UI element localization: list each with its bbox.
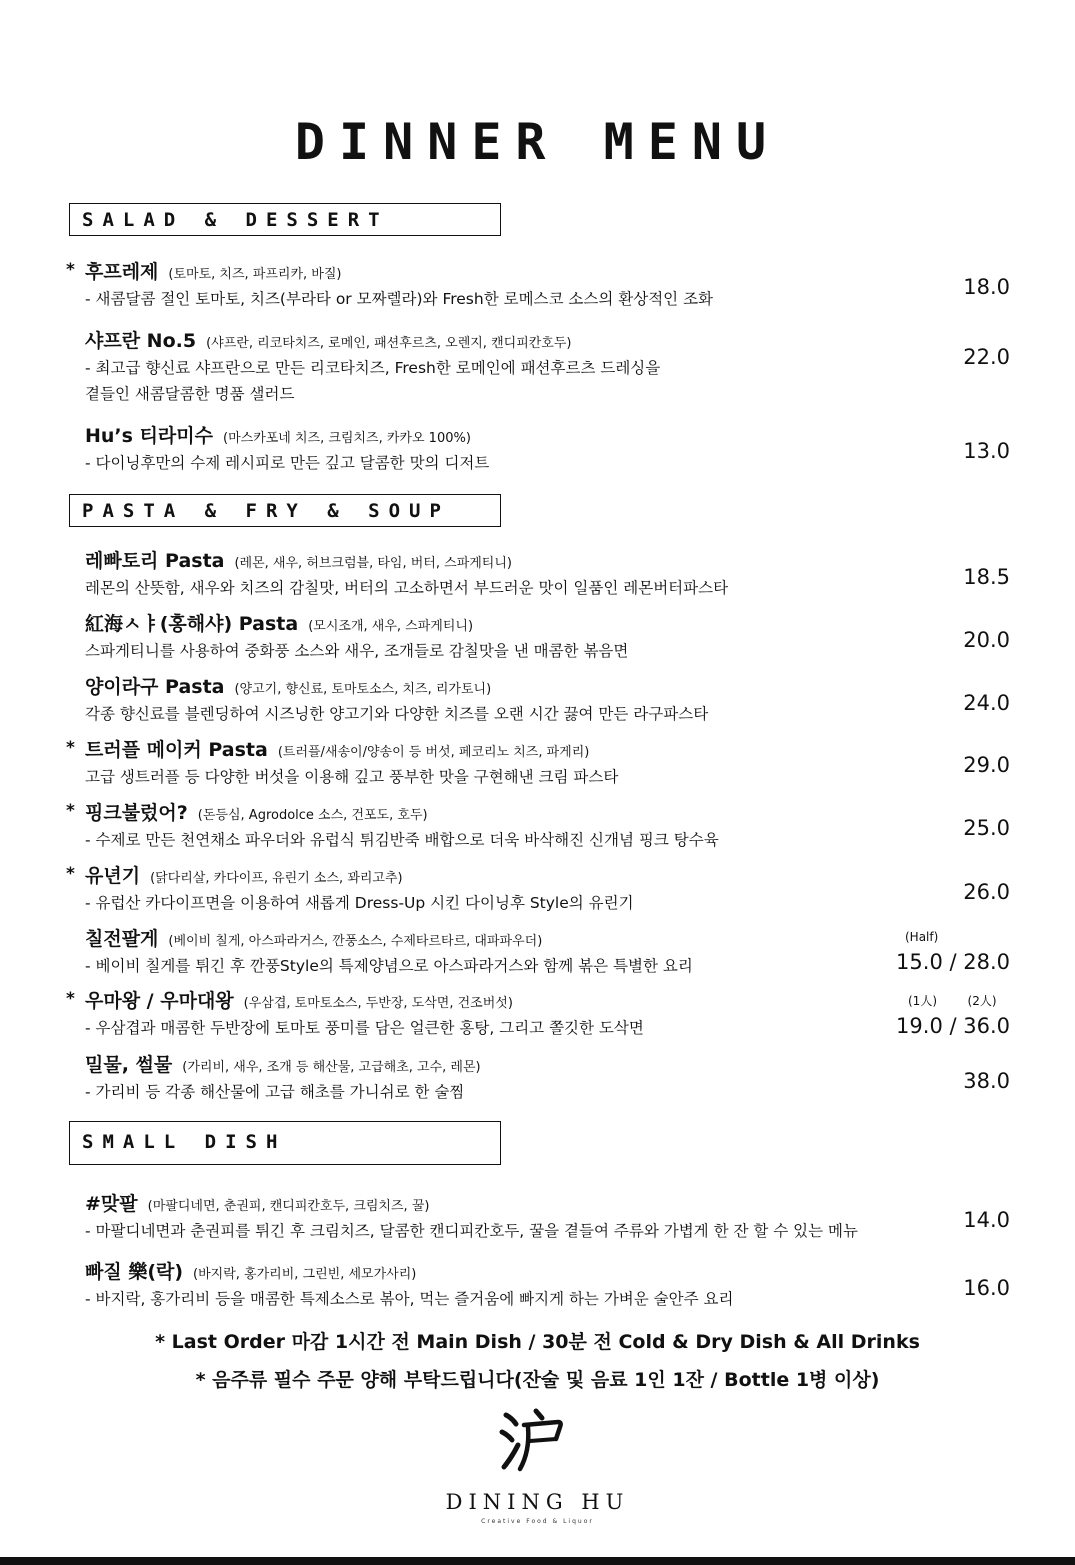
item-description: - 우삼겹과 매콤한 두반장에 토마토 풍미를 담은 얼큰한 홍탕, 그리고 쫄깃한 도삭면 [85, 1019, 644, 1037]
signature-mark: * [66, 989, 75, 1009]
item-ingredients: (토마토, 치즈, 파프리카, 바질) [168, 267, 342, 282]
item-price: 15.0 / 28.0 [896, 950, 1010, 974]
item-price: 29.0 [963, 753, 1010, 777]
section-header-pasta-fry-soup [69, 494, 501, 527]
item-price: 13.0 [963, 439, 1010, 463]
item-ingredients: (양고기, 향신료, 토마토소스, 치즈, 리가토니) [234, 682, 492, 697]
item-ingredients: (바지락, 홍가리비, 그린빈, 세모가사리) [193, 1267, 417, 1282]
signature-mark: * [66, 864, 75, 884]
item-description: - 새콤달콤 절인 토마토, 치즈(부라타 or 모짜렐라)와 Fresh한 로메스코 소스의 환상적인 조화 [85, 290, 714, 308]
item-ingredients: (레몬, 새우, 허브크럼블, 타임, 버터, 스파게티니) [234, 556, 512, 571]
signature-mark: * [66, 801, 75, 821]
page-title: DINNER MENU [294, 113, 781, 171]
item-description: 스파게티니를 사용하여 중화풍 소스와 새우, 조개들로 감칠맛을 낸 매콤한 볶음면 [85, 642, 629, 660]
item-ingredients: (돈등심, Agrodolce 소스, 건포도, 호두) [197, 808, 428, 823]
item-name: 샤프란 No.5 [85, 330, 197, 352]
item-name: #맞팔 [85, 1193, 138, 1215]
item-ingredients: (트러플/새송이/양송이 등 버섯, 페코리노 치즈, 파게리) [277, 745, 590, 760]
section-header-salad-dessert [69, 203, 501, 236]
item-name: 紅海ㅅㅑ(홍해샤) Pasta [85, 613, 299, 635]
item-price: 19.0 / 36.0 [896, 1014, 1010, 1038]
bottom-border [0, 1557, 1075, 1565]
brand-tagline: Creative Food & Liquor [481, 1518, 594, 1525]
item-price: 25.0 [963, 816, 1010, 840]
price-size-note: (Half) [905, 930, 939, 944]
signature-mark: * [66, 738, 75, 758]
item-name: 핑크불렀어? [85, 802, 188, 824]
item-price: 24.0 [963, 691, 1010, 715]
signature-mark: * [66, 260, 75, 280]
item-description: - 최고급 향신료 샤프란으로 만든 리코타치즈, Fresh한 로메인에 패션후르츠 드레싱을 곁들인 새콤달콤한 명품 샐러드 [85, 359, 661, 403]
section-label: PASTA & FRY & SOUP [82, 500, 450, 522]
item-name: 트러플 메이커 Pasta [85, 739, 268, 761]
item-ingredients: (우삼겹, 토마토소스, 두반장, 도삭면, 건조버섯) [243, 996, 513, 1011]
item-name: 칠전팔게 [85, 928, 159, 950]
item-name: 빠질 樂(락) [85, 1261, 184, 1283]
item-ingredients: (마팔디네면, 춘권피, 캔디피칸호두, 크림치즈, 꿀) [147, 1199, 430, 1214]
item-price: 38.0 [963, 1069, 1010, 1093]
item-ingredients: (닭다리살, 카다이프, 유린기 소스, 꽈리고추) [150, 871, 403, 886]
section-label: SMALL DISH [82, 1131, 287, 1153]
item-name: 후프레제 [85, 261, 159, 283]
item-name: 양이라구 Pasta [85, 676, 225, 698]
price-size-note: (1人) (2人) [908, 994, 997, 1008]
item-ingredients: (마스카포네 치즈, 크림치즈, 카카오 100%) [223, 431, 471, 446]
item-description: - 유럽산 카다이프면을 이용하여 새롭게 Dress-Up 시킨 다이닝후 Style의 유린기 [85, 894, 634, 912]
note-drink-order: * 음주류 필수 주문 양해 부탁드립니다(잔술 및 음료 1인 1잔 / Bottle 1병 이상) [195, 1369, 880, 1391]
dining-hu-logo-icon [492, 1405, 572, 1475]
item-name: 유년기 [85, 865, 141, 887]
item-description: - 수제로 만든 천연채소 파우더와 유럽식 튀김반죽 배합으로 더욱 바삭해진 신개념 핑크 탕수육 [85, 831, 719, 849]
item-price: 18.0 [963, 275, 1010, 299]
item-price: 22.0 [963, 345, 1010, 369]
item-description: 고급 생트러플 등 다양한 버섯을 이용해 깊고 풍부한 맛을 구현해낸 크림 파스타 [85, 768, 619, 786]
section-header-small-dish [69, 1121, 501, 1165]
item-price: 16.0 [963, 1276, 1010, 1300]
item-ingredients: (모시조개, 새우, 스파게티니) [308, 619, 474, 634]
brand-name: DINING HU [445, 1490, 630, 1514]
item-description: - 마팔디네면과 춘권피를 튀긴 후 크림치즈, 달콤한 캔디피칸호두, 꿀을 곁들여 주류와 가볍게 한 잔 할 수 있는 메뉴 [85, 1222, 858, 1240]
item-ingredients: (샤프란, 리코타치즈, 로메인, 패션후르츠, 오렌지, 캔디피칸호두) [206, 336, 572, 351]
item-name: 밀물, 썰물 [85, 1054, 173, 1076]
item-description: 레몬의 산뜻함, 새우와 치즈의 감칠맛, 버터의 고소하면서 부드러운 맛이 일품인 레몬버터파스타 [85, 579, 729, 597]
item-price: 20.0 [963, 628, 1010, 652]
item-name: 레빠토리 Pasta [85, 550, 225, 572]
note-last-order: * Last Order 마감 1시간 전 Main Dish / 30분 전 Cold & Dry Dish & All Drinks [155, 1331, 920, 1353]
item-ingredients: (베이비 칠게, 아스파라거스, 깐풍소스, 수제타르타르, 대파파우더) [168, 934, 543, 949]
section-label: SALAD & DESSERT [82, 209, 389, 231]
item-price: 26.0 [963, 880, 1010, 904]
item-description: - 다이닝후만의 수제 레시피로 만든 깊고 달콤한 맛의 디저트 [85, 454, 490, 472]
item-description: - 가리비 등 각종 해산물에 고급 해초를 가니쉬로 한 술찜 [85, 1083, 465, 1101]
item-description: - 바지락, 홍가리비 등을 매콤한 특제소스로 볶아, 먹는 즐거움에 빠지게 하는 가벼운 술안주 요리 [85, 1290, 734, 1308]
item-price: 18.5 [963, 565, 1010, 589]
item-price: 14.0 [963, 1208, 1010, 1232]
item-name: Hu’s 티라미수 [85, 425, 213, 447]
item-name: 우마왕 / 우마대왕 [85, 990, 234, 1012]
item-description: - 베이비 칠게를 튀긴 후 깐풍Style의 특제양념으로 아스파라거스와 함께 볶은 특별한 요리 [85, 957, 693, 975]
item-ingredients: (가리비, 새우, 조개 등 해산물, 고급해초, 고수, 레몬) [182, 1060, 481, 1075]
item-description: 각종 향신료를 블렌딩하여 시즈닝한 양고기와 다양한 치즈를 오랜 시간 끓여 만든 라구파스타 [85, 705, 709, 723]
